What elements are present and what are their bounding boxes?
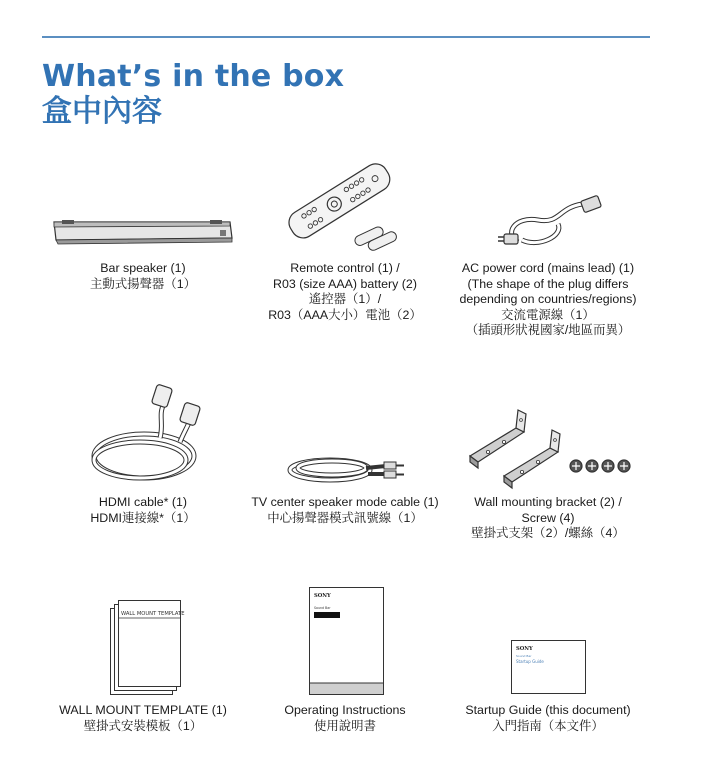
caption-startup-guide: Startup Guide (this document) 入門指南（本文件） (465, 703, 631, 733)
guide-product-label: Sound Bar (516, 654, 532, 658)
caption-remote-control: Remote control (1) / R03 (size AAA) battery (2) 遙控器（1）/ R03（AAA大小）電池（2） (268, 261, 422, 322)
wall-bracket-icon (466, 406, 632, 490)
manual-brand-label: SONY (314, 593, 331, 599)
operating-instructions-icon (309, 587, 385, 697)
caption-wall-bracket: Wall mounting bracket (2) / Screw (4) 壁掛式支架（2）/螺絲（4） (471, 495, 625, 540)
page-title: What’s in the box (42, 59, 345, 94)
caption-tv-center-cable: TV center speaker mode cable (1) 中心揚聲器模式訊號線（1） (251, 495, 439, 525)
guide-brand-label: SONY (516, 646, 533, 652)
guide-title-label: Startup Guide (516, 659, 544, 664)
caption-hdmi-cable: HDMI cable* (1) HDMI連接線*（1） (90, 495, 196, 525)
caption-wall-mount-template: WALL MOUNT TEMPLATE (1) 壁掛式安裝模板（1） (59, 703, 227, 733)
remote-control-icon (286, 153, 406, 253)
manual-product-label: Sound Bar (314, 606, 331, 610)
caption-ac-power-cord: AC power cord (mains lead) (1) (The shape of the plug differs depending on countries/regions) 交流電源線（1） （插頭形狀視國家/地區而異） (459, 261, 637, 337)
wall-mount-template-icon (110, 600, 190, 696)
caption-bar-speaker: Bar speaker (1) 主動式揚聲器（1） (89, 261, 197, 291)
caption-operating-instructions: Operating Instructions 使用說明書 (284, 703, 406, 733)
hdmi-cable-icon (80, 380, 202, 490)
tv-center-cable-icon (286, 450, 410, 490)
ac-power-cord-icon (498, 190, 608, 255)
page-subtitle: 盒中內容 (42, 94, 162, 129)
header-rule (42, 36, 650, 38)
startup-guide-icon (511, 640, 587, 696)
bar-speaker-icon (48, 214, 238, 250)
template-printed-label: WALL MOUNT TEMPLATE (121, 611, 185, 617)
